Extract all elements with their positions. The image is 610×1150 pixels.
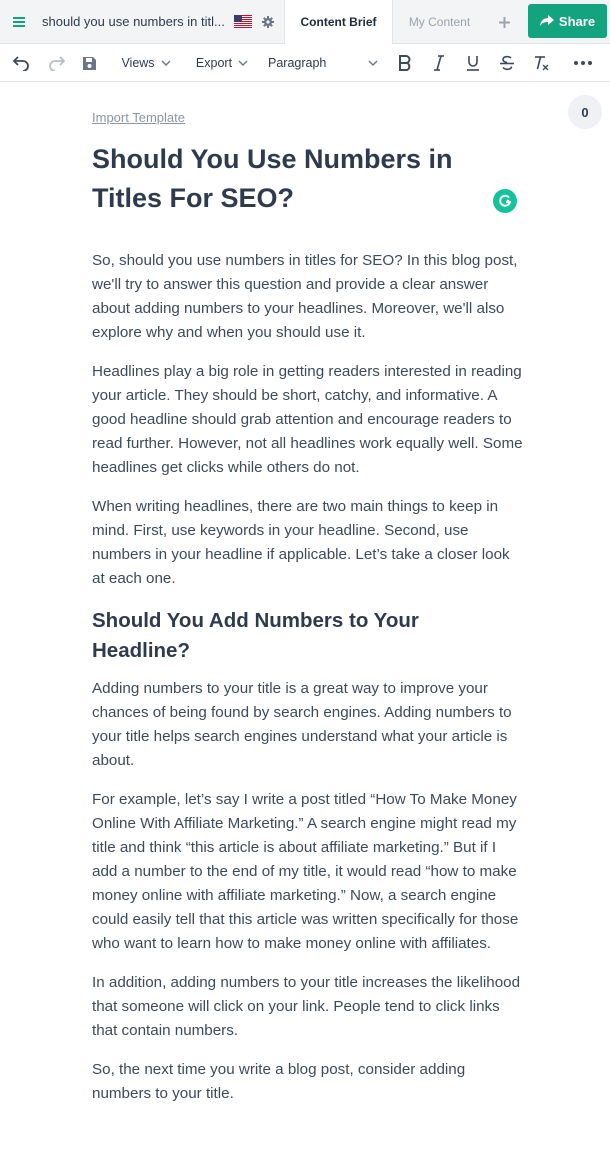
hamburger-icon[interactable]	[0, 0, 38, 44]
import-template-link[interactable]: Import Template	[92, 110, 185, 125]
views-dropdown[interactable]	[114, 44, 178, 82]
section-heading[interactable]: Should You Add Numbers to Your Headline?	[92, 609, 419, 662]
top-bar	[0, 0, 610, 44]
paragraph[interactable]: For example, let’s say I write a post titled “How To Make Money Online With Affiliate Marketing.” A search engine might read my title and think “this article is about affiliate marketing.” But if I add a number to the end of my title, it would read “how to make money online with affiliate marketing.” Now, a search engine could easily tell that this article was written specifically for those who want to learn how to make money online with affiliates.	[92, 791, 519, 952]
paragraph-style-dropdown[interactable]	[268, 44, 378, 82]
plus-icon[interactable]	[494, 12, 514, 32]
paragraph[interactable]: In addition, adding numbers to your title increases the likelihood that someone will click on your link. People tend to click links that contain numbers.	[92, 974, 521, 1039]
more-options-icon[interactable]	[570, 44, 596, 82]
export-label: Export	[195, 56, 233, 70]
editor-toolbar	[0, 44, 610, 82]
paragraph[interactable]: When writing headlines, there are two main things to keep in mind. First, use keywords in your headline. Second, use numbers in your headline if applicable. Let’s take a closer look at each one.	[92, 498, 510, 587]
save-icon[interactable]	[78, 44, 100, 82]
share-arrow-icon	[540, 15, 554, 27]
share-label: Share	[558, 13, 596, 29]
redo-icon[interactable]	[44, 44, 70, 82]
document-heading[interactable]: Should You Use Numbers in Titles For SEO?	[92, 144, 453, 213]
undo-icon[interactable]	[8, 44, 34, 82]
clear-formatting-icon[interactable]	[530, 44, 552, 82]
italic-icon[interactable]	[428, 44, 450, 82]
us-flag-icon[interactable]	[234, 15, 252, 28]
document-title[interactable]: should you use numbers in titl...	[42, 14, 225, 29]
chevron-down-icon	[161, 60, 171, 66]
chevron-down-icon	[368, 60, 378, 66]
comment-counter[interactable]: 0	[568, 95, 602, 129]
share-button[interactable]	[528, 4, 607, 38]
chevron-down-icon	[238, 60, 248, 66]
gear-icon[interactable]	[262, 16, 274, 28]
paragraph[interactable]: So, the next time you write a blog post, consider adding numbers to your title.	[92, 1061, 466, 1102]
paragraph[interactable]: Headlines play a big role in getting readers interested in reading your article. They should be short, catchy, and informative. A good headline should grab attention and encourage readers to read further. However, not all headlines work equally well. Some headlines get clicks while others do not.	[92, 363, 523, 476]
export-dropdown[interactable]	[190, 44, 254, 82]
tab-content-brief[interactable]: Content Brief	[284, 0, 393, 44]
paragraph-label: Paragraph	[268, 56, 327, 70]
tab-my-content[interactable]: My Content	[408, 15, 471, 29]
views-label: Views	[121, 56, 155, 70]
underline-icon[interactable]	[462, 44, 484, 82]
strikethrough-icon[interactable]	[496, 44, 518, 82]
bold-icon[interactable]	[394, 44, 416, 82]
paragraph[interactable]: So, should you use numbers in titles for SEO? In this blog post, we'll try to answer this question and provide a clear answer about adding numbers to your headlines. Moreover, we'll also explore why and when you should use it.	[92, 252, 518, 341]
paragraph[interactable]: Adding numbers to your title is a great way to improve your chances of being found by search engines. Adding numbers to your title helps search engines understand what your article is about.	[92, 680, 512, 769]
editor-content[interactable]	[92, 108, 524, 1106]
